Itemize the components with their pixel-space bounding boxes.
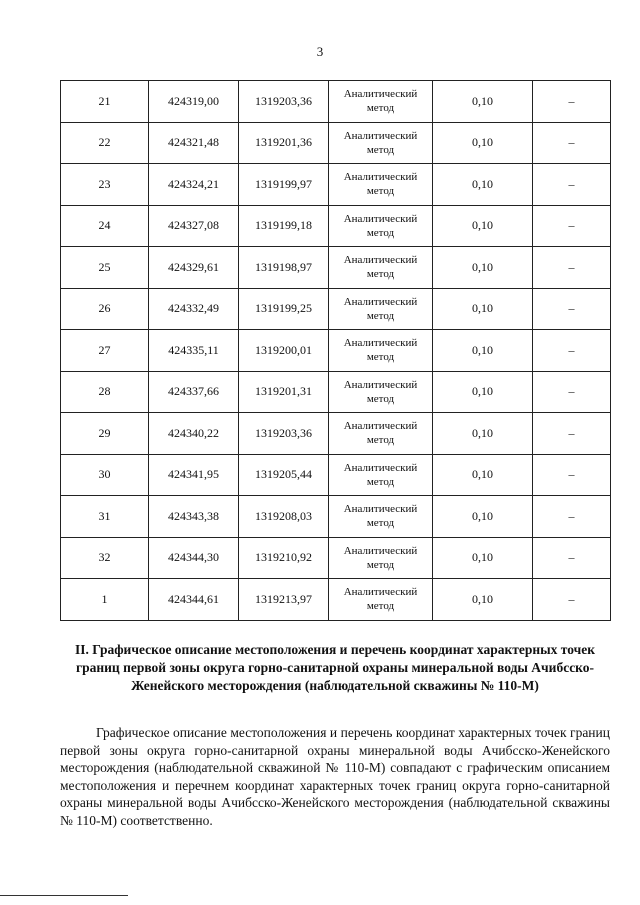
cell-point-number: 29 bbox=[61, 413, 149, 455]
cell-x-coordinate: 424332,49 bbox=[149, 288, 239, 330]
cell-x-coordinate: 424335,11 bbox=[149, 330, 239, 372]
cell-y-coordinate: 1319201,31 bbox=[239, 371, 329, 413]
cell-method: Аналитический метод bbox=[329, 371, 433, 413]
cell-point-number: 25 bbox=[61, 247, 149, 289]
cell-accuracy: 0,10 bbox=[433, 537, 533, 579]
cell-method: Аналитический метод bbox=[329, 164, 433, 206]
table-row bbox=[61, 371, 611, 413]
table-row bbox=[61, 205, 611, 247]
cell-accuracy: 0,10 bbox=[433, 288, 533, 330]
cell-description: – bbox=[533, 330, 611, 372]
cell-x-coordinate: 424343,38 bbox=[149, 496, 239, 538]
cell-accuracy: 0,10 bbox=[433, 247, 533, 289]
cell-method: Аналитический метод bbox=[329, 330, 433, 372]
table-row bbox=[61, 454, 611, 496]
footer-rule bbox=[0, 895, 128, 896]
cell-y-coordinate: 1319199,18 bbox=[239, 205, 329, 247]
table-row bbox=[61, 247, 611, 289]
cell-method: Аналитический метод bbox=[329, 537, 433, 579]
cell-method: Аналитический метод bbox=[329, 247, 433, 289]
cell-method: Аналитический метод bbox=[329, 81, 433, 123]
table-row bbox=[61, 288, 611, 330]
cell-point-number: 23 bbox=[61, 164, 149, 206]
cell-accuracy: 0,10 bbox=[433, 205, 533, 247]
cell-accuracy: 0,10 bbox=[433, 122, 533, 164]
cell-y-coordinate: 1319198,97 bbox=[239, 247, 329, 289]
coordinates-table bbox=[60, 80, 611, 621]
cell-description: – bbox=[533, 579, 611, 621]
cell-point-number: 28 bbox=[61, 371, 149, 413]
cell-point-number: 1 bbox=[61, 579, 149, 621]
cell-point-number: 24 bbox=[61, 205, 149, 247]
cell-method: Аналитический метод bbox=[329, 496, 433, 538]
cell-accuracy: 0,10 bbox=[433, 164, 533, 206]
cell-accuracy: 0,10 bbox=[433, 371, 533, 413]
cell-x-coordinate: 424327,08 bbox=[149, 205, 239, 247]
cell-accuracy: 0,10 bbox=[433, 454, 533, 496]
cell-y-coordinate: 1319208,03 bbox=[239, 496, 329, 538]
table-row bbox=[61, 330, 611, 372]
cell-point-number: 21 bbox=[61, 81, 149, 123]
cell-x-coordinate: 424341,95 bbox=[149, 454, 239, 496]
cell-description: – bbox=[533, 81, 611, 123]
cell-accuracy: 0,10 bbox=[433, 579, 533, 621]
cell-y-coordinate: 1319199,25 bbox=[239, 288, 329, 330]
cell-x-coordinate: 424344,30 bbox=[149, 537, 239, 579]
cell-x-coordinate: 424344,61 bbox=[149, 579, 239, 621]
cell-point-number: 22 bbox=[61, 122, 149, 164]
cell-y-coordinate: 1319205,44 bbox=[239, 454, 329, 496]
cell-description: – bbox=[533, 371, 611, 413]
cell-point-number: 32 bbox=[61, 537, 149, 579]
cell-x-coordinate: 424319,00 bbox=[149, 81, 239, 123]
cell-x-coordinate: 424324,21 bbox=[149, 164, 239, 206]
cell-y-coordinate: 1319203,36 bbox=[239, 81, 329, 123]
cell-y-coordinate: 1319200,01 bbox=[239, 330, 329, 372]
table-row bbox=[61, 413, 611, 455]
cell-description: – bbox=[533, 413, 611, 455]
table-row bbox=[61, 81, 611, 123]
cell-x-coordinate: 424329,61 bbox=[149, 247, 239, 289]
cell-point-number: 26 bbox=[61, 288, 149, 330]
cell-accuracy: 0,10 bbox=[433, 81, 533, 123]
coordinates-table-body bbox=[61, 81, 611, 621]
cell-description: – bbox=[533, 247, 611, 289]
cell-y-coordinate: 1319201,36 bbox=[239, 122, 329, 164]
table-row bbox=[61, 496, 611, 538]
cell-description: – bbox=[533, 496, 611, 538]
cell-y-coordinate: 1319210,92 bbox=[239, 537, 329, 579]
section-paragraph: Графическое описание местоположения и перечень координат характерных точек границ первой зоны округа горно-санитарной охраны минеральной воды Ачибсско-Женейского месторождения (наблюдательной скважиной № 110-М) совпадают с графическим описанием местоположения и перечнем координат характерных точек границ округа горно-санитарной охраны минеральной воды Ачибсско-Женейского месторождения (наблюдательной скважины № 110-М) соответственно. bbox=[60, 725, 610, 828]
cell-description: – bbox=[533, 288, 611, 330]
cell-y-coordinate: 1319213,97 bbox=[239, 579, 329, 621]
cell-x-coordinate: 424340,22 bbox=[149, 413, 239, 455]
page-number: 3 bbox=[316, 44, 324, 59]
cell-method: Аналитический метод bbox=[329, 454, 433, 496]
cell-method: Аналитический метод bbox=[329, 122, 433, 164]
table-row bbox=[61, 164, 611, 206]
cell-point-number: 30 bbox=[61, 454, 149, 496]
cell-method: Аналитический метод bbox=[329, 205, 433, 247]
cell-description: – bbox=[533, 122, 611, 164]
cell-description: – bbox=[533, 454, 611, 496]
table-row bbox=[61, 579, 611, 621]
cell-method: Аналитический метод bbox=[329, 413, 433, 455]
cell-y-coordinate: 1319203,36 bbox=[239, 413, 329, 455]
cell-x-coordinate: 424321,48 bbox=[149, 122, 239, 164]
cell-point-number: 31 bbox=[61, 496, 149, 538]
cell-y-coordinate: 1319199,97 bbox=[239, 164, 329, 206]
cell-description: – bbox=[533, 164, 611, 206]
cell-method: Аналитический метод bbox=[329, 288, 433, 330]
cell-description: – bbox=[533, 205, 611, 247]
cell-method: Аналитический метод bbox=[329, 579, 433, 621]
cell-accuracy: 0,10 bbox=[433, 330, 533, 372]
table-row bbox=[61, 122, 611, 164]
cell-accuracy: 0,10 bbox=[433, 413, 533, 455]
cell-point-number: 27 bbox=[61, 330, 149, 372]
table-row bbox=[61, 537, 611, 579]
cell-accuracy: 0,10 bbox=[433, 496, 533, 538]
section-title: II. Графическое описание местоположения и перечень координат характерных точек границ первой зоны округа горно-санитарной охраны минеральной воды Ачибсско-Женейского месторождения (наблюдательной скважины № 110-М) bbox=[74, 642, 596, 693]
cell-description: – bbox=[533, 537, 611, 579]
cell-x-coordinate: 424337,66 bbox=[149, 371, 239, 413]
